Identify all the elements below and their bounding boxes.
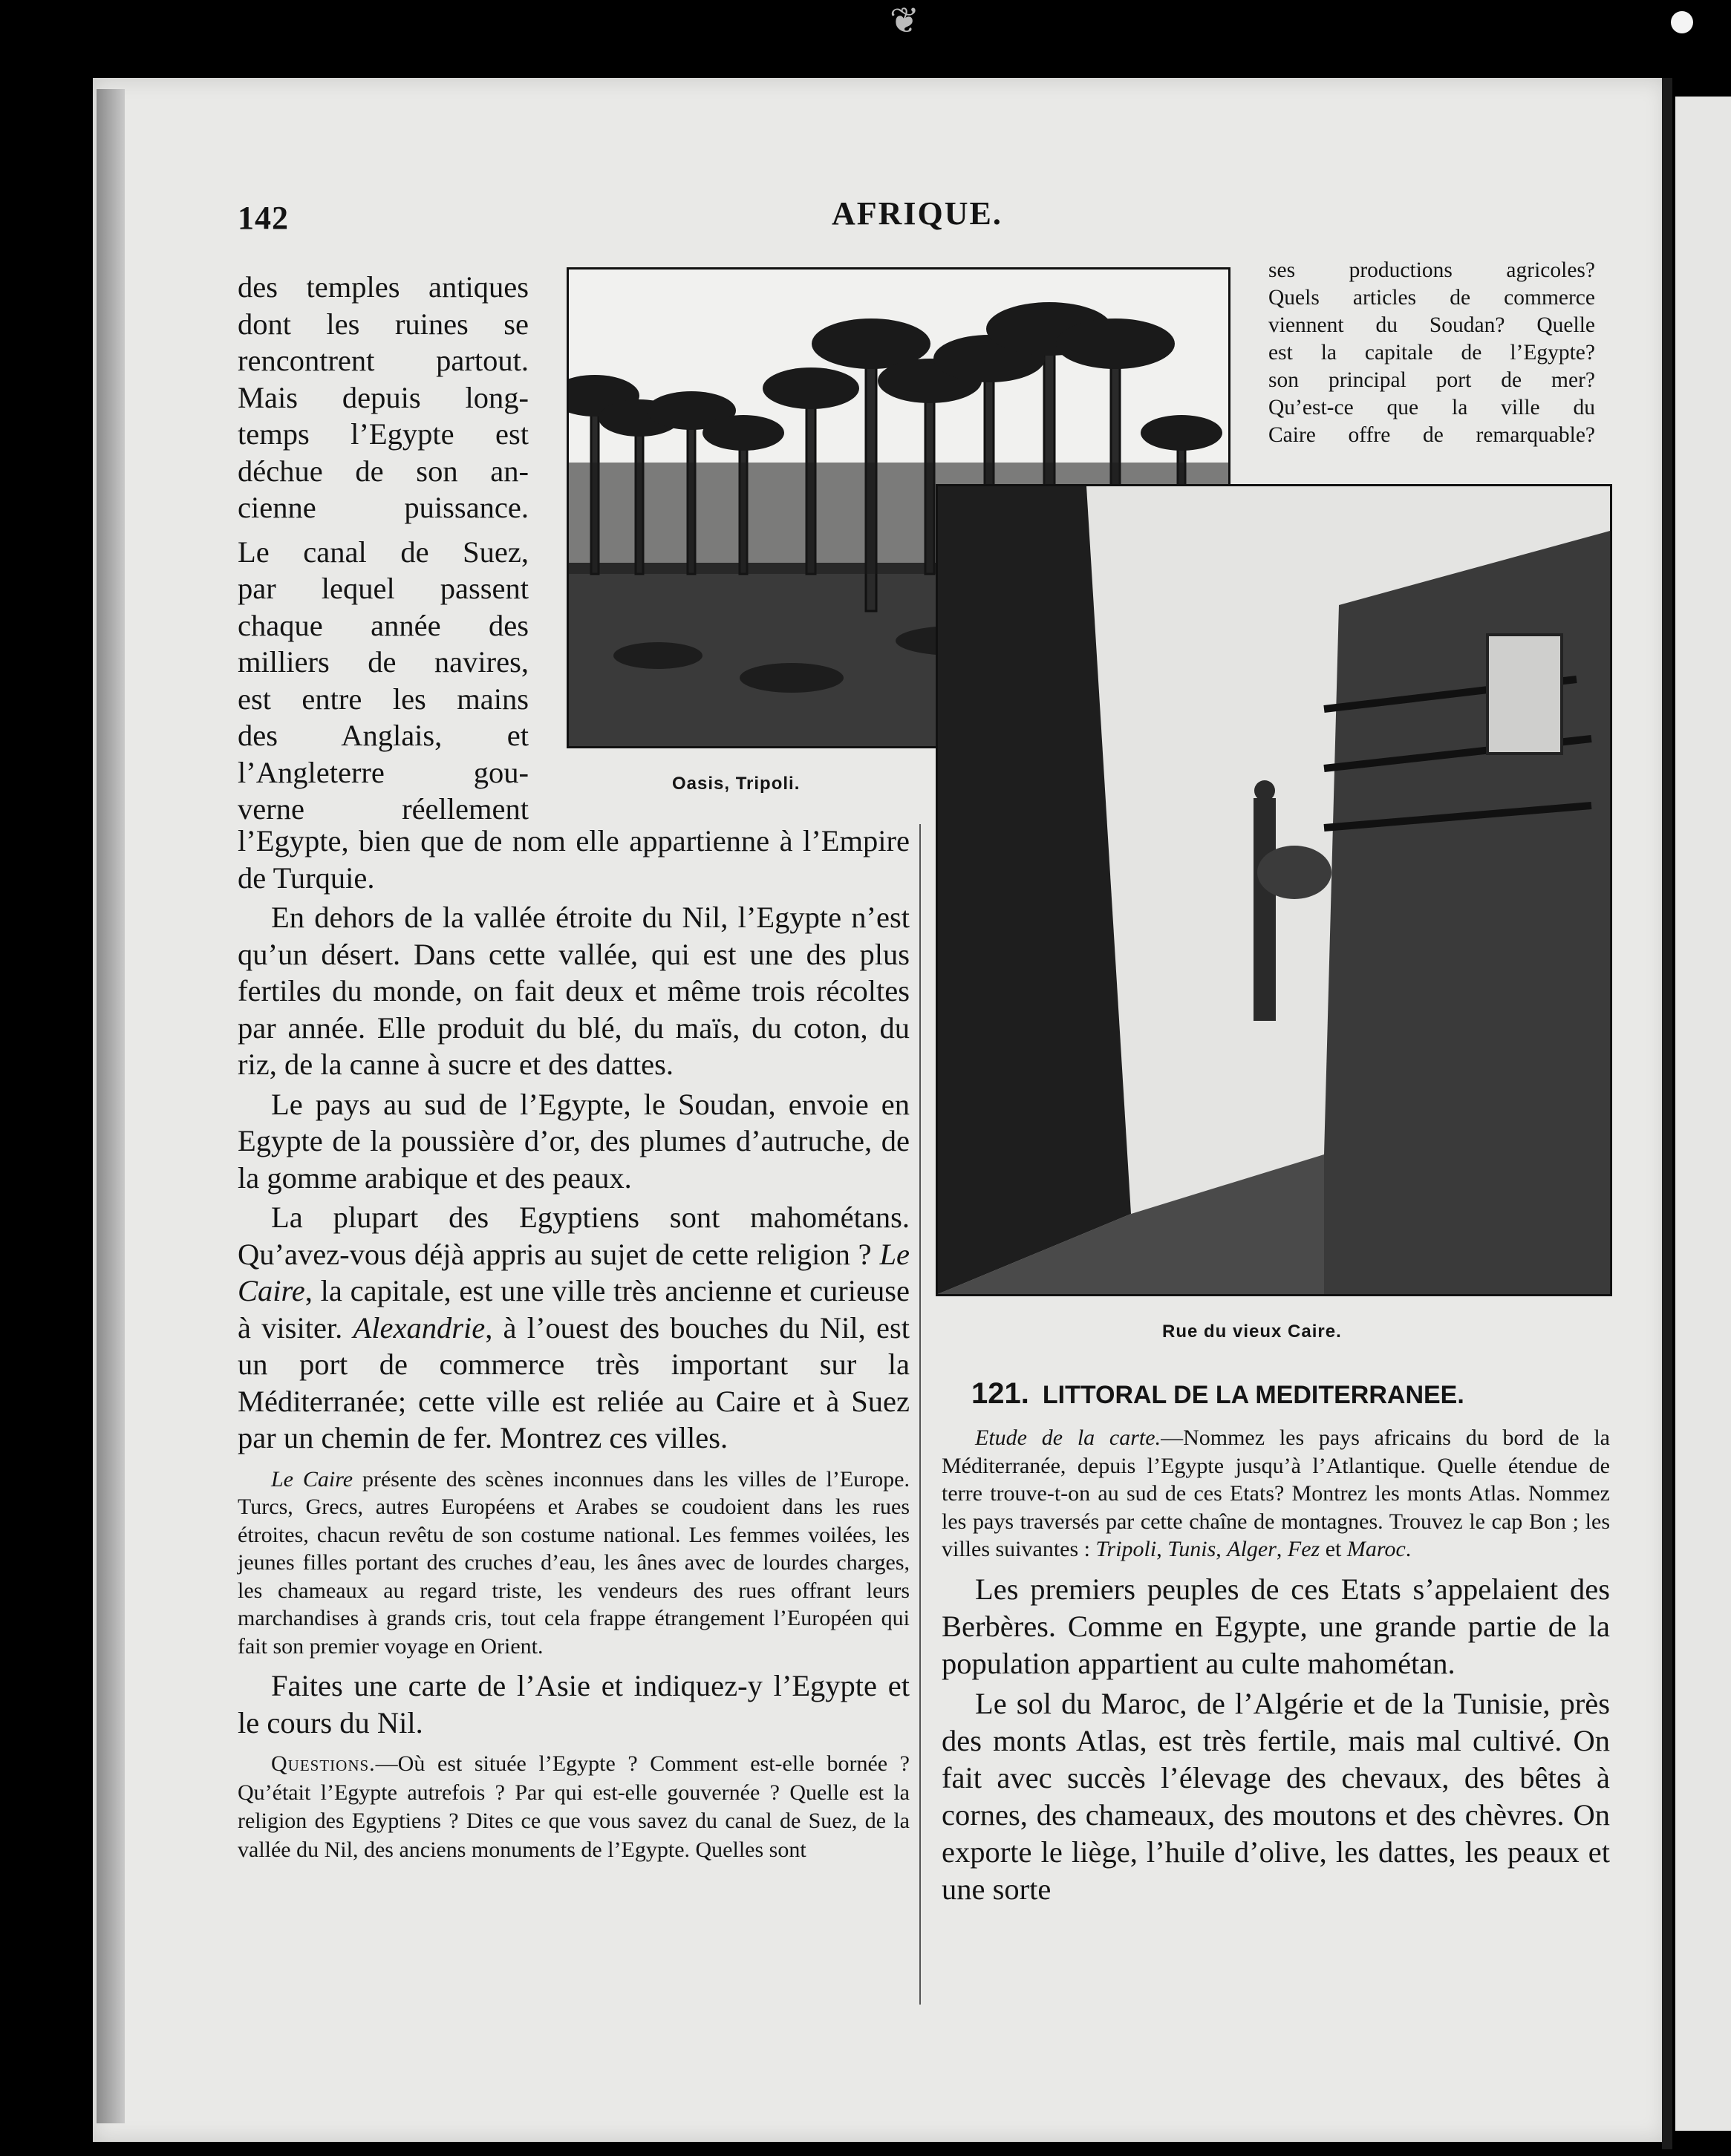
question-line: viennent du Soudan? Quelle: [1268, 313, 1595, 337]
soudan-paragraph: Le pays au sud de l’Egypte, le Soudan, envoie en Egypte de la poussière d’or, des plumes d’autruche, de la gomme arabique et des peaux.: [238, 1087, 910, 1195]
etude-paragraph: Etude de la carte.—Nommez les pays africains du bord de la Méditerranée, depuis l’Egypte jusqu’à l’Atlantique. Quelle étendue de terre trouve-t-on au sud de ces Etats? Montrez les monts Atlas. Nommez les pays traversés par cette chaîne de montagnes. Trouvez le cap Bon ; les villes suivantes : Tripoli, Tunis, Alger, Fez et Maroc.: [942, 1425, 1610, 1561]
question-line: ses productions agricoles?: [1268, 258, 1595, 282]
etude-text: —Nommez les pays africains du bord de la Méditerranée, depuis l’Egypte jusqu’à l’Atlantique. Quelle étendue de terre trouve-t-on au sud de ces Etats? Montrez les monts Atlas. Nommez les pays traversés par cette chaîne de montagnes. Trouvez le cap Bon ; les villes suivantes :: [942, 1425, 1610, 1561]
oasis-caption: Oasis, Tripoli.: [672, 774, 801, 794]
religion-paragraph: [238, 1199, 910, 1457]
suez-line: chaque année des: [238, 608, 529, 642]
cities-and: et: [1325, 1537, 1342, 1561]
religion-text-b: , la capitale, est une ville très ancienne et curieuse à visiter.: [238, 1274, 910, 1345]
intro-line: rencontrent partout.: [238, 344, 529, 377]
page-number: 142: [238, 200, 289, 236]
city-maroc: Maroc: [1346, 1537, 1406, 1561]
suez-line: l’Angleterre gou-: [238, 755, 529, 789]
suez-line: est entre les mains: [238, 682, 529, 716]
intro-lines: [238, 269, 529, 526]
small-caire-emphasis: Le Caire: [271, 1466, 353, 1492]
religion-text-a: La plupart des Egyptiens sont mahométans. Qu’avez-vous déjà appris au sujet de cette religion ?: [238, 1200, 910, 1271]
right-column: [942, 1375, 1610, 1908]
suez-line: Le canal de Suez,: [238, 535, 529, 569]
city-tunis: Tunis: [1167, 1537, 1216, 1561]
intro-line: Mais depuis long-: [238, 380, 529, 414]
street-caption: Rue du vieux Caire.: [1162, 1322, 1342, 1342]
intro-line: des temples antiques: [238, 270, 529, 304]
intro-line: dont les ruines se: [238, 307, 529, 341]
suez-lines: [238, 534, 529, 828]
questions-label: Questions.: [271, 1751, 376, 1776]
caire-small-paragraph: [238, 1466, 910, 1661]
book-gutter: [1662, 78, 1672, 2149]
right-top-questions: [1268, 257, 1595, 449]
question-line: Qu’est-ce que la ville du: [1268, 396, 1595, 419]
binding-ornament: ❦: [889, 1, 920, 41]
intro-line: cienne puissance.: [238, 491, 529, 524]
column-rule: [919, 824, 921, 2005]
intro-line: déchue de son an-: [238, 454, 529, 488]
nile-paragraph: En dehors de la vallée étroite du Nil, l’Egypte n’est qu’un désert. Dans cette vallée, qui est une des plus fertiles du monde, on fait deux et même trois récoltes par année. Elle produit du blé, du maïs, du coton, du riz, de la canne à sucre et des dattes.: [238, 901, 910, 1081]
intro-line: temps l’Egypte est: [238, 417, 529, 451]
page-edge: [97, 89, 125, 2123]
questions-paragraph: [238, 1750, 910, 1864]
city-fez: Fez: [1287, 1537, 1320, 1561]
street-figure: [936, 484, 1612, 1296]
running-title: AFRIQUE.: [832, 195, 1003, 232]
left-narrow-text: [238, 269, 529, 828]
sol-paragraph: Le sol du Maroc, de l’Algérie et de la Tunisie, près des monts Atlas, est très fertile, mais mal cultivé. On fait avec succès l’élevage des chevaux, des bêtes à cornes, des chameaux, des moutons et des chèvres. On exporte le liège, l’huile d’olive, les dattes, les peaux et une sorte: [942, 1686, 1610, 1906]
section-heading: [971, 1375, 1610, 1414]
questions-text: —Où est située l’Egypte ? Comment est-elle bornée ? Qu’était l’Egypte autrefois ? Par qui est-elle gouvernée ? Quelle est la religion des Egyptiens ? Dites ce que vous savez du canal de Suez, de la vallée du Nil, des anciens monuments de l’Egypte. Quelles sont: [238, 1751, 910, 1862]
facing-page-edge: [1675, 97, 1731, 2131]
suez-line: par lequel passent: [238, 572, 529, 605]
suez-line: verne réellement: [238, 792, 529, 826]
caire-emphasis: Le Caire: [238, 1237, 910, 1307]
berberes-paragraph: Les premiers peuples de ces Etats s’appelaient des Berbères. Comme en Egypte, une grande partie de la population appartient au culte mahométan.: [942, 1572, 1610, 1680]
etude-label: Etude de la carte.: [975, 1425, 1161, 1450]
suez-line: des Anglais, et: [238, 719, 529, 752]
question-line: est la capitale de l’Egypte?: [1268, 341, 1595, 365]
registration-dot: [1671, 11, 1693, 33]
question-lines: [1268, 257, 1595, 449]
city-tripoli: Tripoli: [1095, 1537, 1157, 1561]
alexandrie-emphasis: Alexandrie: [353, 1310, 486, 1345]
suez-end: l’Egypte, bien que de nom elle appartienne à l’Empire de Turquie.: [238, 824, 910, 895]
cairo-street-illustration: [938, 486, 1610, 1294]
small-caire-text: présente des scènes inconnues dans les villes de l’Europe. Turcs, Grecs, autres Européens et Arabes se coudoient dans les rues étroites, chacun revêtu de son costume national. Les femmes voilées, les jeunes filles portant des cruches d’eau, les ânes avec de lourdes charges, les chameaux au regard triste, les vendeurs des rues offrant leurs marchandises à grands cris, tout cela frappe étrangement l’Européen qui fait son premier voyage en Orient.: [238, 1466, 910, 1659]
carte-paragraph: Faites une carte de l’Asie et indiquez-y l’Egypte et le cours du Nil.: [238, 1669, 910, 1740]
question-line: son principal port de mer?: [1268, 368, 1595, 392]
section-number: 121.: [971, 1377, 1029, 1410]
question-line: Quels articles de commerce: [1268, 286, 1595, 310]
city-alger: Alger: [1227, 1537, 1277, 1561]
section-title: LITTORAL DE LA MEDITERRANEE.: [1042, 1381, 1464, 1409]
left-column: [238, 823, 910, 1864]
question-line: Caire offre de remarquable?: [1268, 423, 1595, 447]
religion-text-c: , à l’ouest des bouches du Nil, est un port de commerce très important sur la Méditerranée; cette ville est reliée au Caire et à Suez par un chemin de fer. Montrez ces villes.: [238, 1310, 910, 1454]
suez-line: milliers de navires,: [238, 645, 529, 679]
